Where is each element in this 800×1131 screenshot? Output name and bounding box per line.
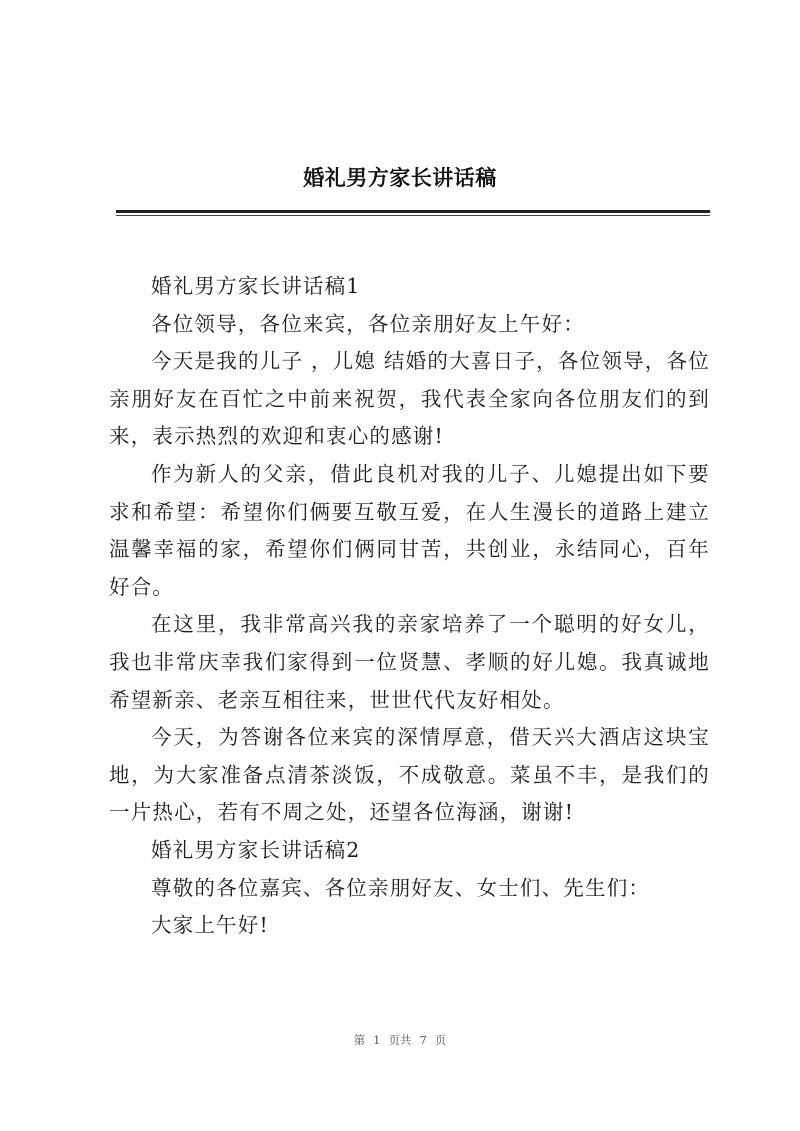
footer-suffix: 页 — [434, 1033, 447, 1047]
page-footer — [0, 1031, 800, 1049]
section-heading-1: 婚礼男方家长讲话稿1 — [151, 274, 361, 298]
body-paragraph: 今天是我的儿子 ，儿媳 结婚的大喜日子，各位领导，各位亲朋好友在百忙之中前来祝贺，我代表全家向各位朋友们的到来，表示热烈的欢迎和衷心的感谢! — [109, 349, 710, 449]
title-underline-thick — [116, 210, 710, 213]
footer-total-pages: 7 — [419, 1033, 427, 1047]
body-paragraph: 大家上午好! — [151, 913, 269, 938]
section-heading-2: 婚礼男方家长讲话稿2 — [151, 837, 361, 862]
footer-mid: 页共 — [388, 1033, 412, 1047]
greeting-paragraph: 各位领导，各位来宾，各位亲朋好友上午好： — [151, 311, 585, 336]
document-title: 婚礼男方家长讲话稿 — [303, 166, 497, 190]
footer-prefix: 第 — [353, 1033, 366, 1047]
body-paragraph: 今天，为答谢各位来宾的深情厚意，借天兴大酒店这块宝地，为大家准备点清茶淡饭，不成敬意。菜虽不丰，是我们的一片热心，若有不周之处，还望各位海涵，谢谢! — [109, 725, 710, 825]
title-underline-thin — [116, 215, 710, 216]
body-paragraph: 在这里，我非常高兴我的亲家培养了一个聪明的好女儿，我也非常庆幸我们家得到一位贤慧、孝顺的好儿媳。我真诚地希望新亲、老亲互相往来，世世代代友好相处。 — [109, 612, 710, 712]
footer-current-page: 1 — [373, 1033, 381, 1047]
body-paragraph: 作为新人的父亲，借此良机对我的儿子、儿媳提出如下要求和希望：希望你们俩要互敬互爱，在人生漫长的道路上建立温馨幸福的家，希望你们俩同甘苦，共创业，永结同心，百年好合。 — [109, 461, 710, 599]
document-body — [109, 268, 710, 945]
greeting-paragraph: 尊敬的各位嘉宾、各位亲朋好友、女士们、先生们： — [151, 875, 651, 900]
